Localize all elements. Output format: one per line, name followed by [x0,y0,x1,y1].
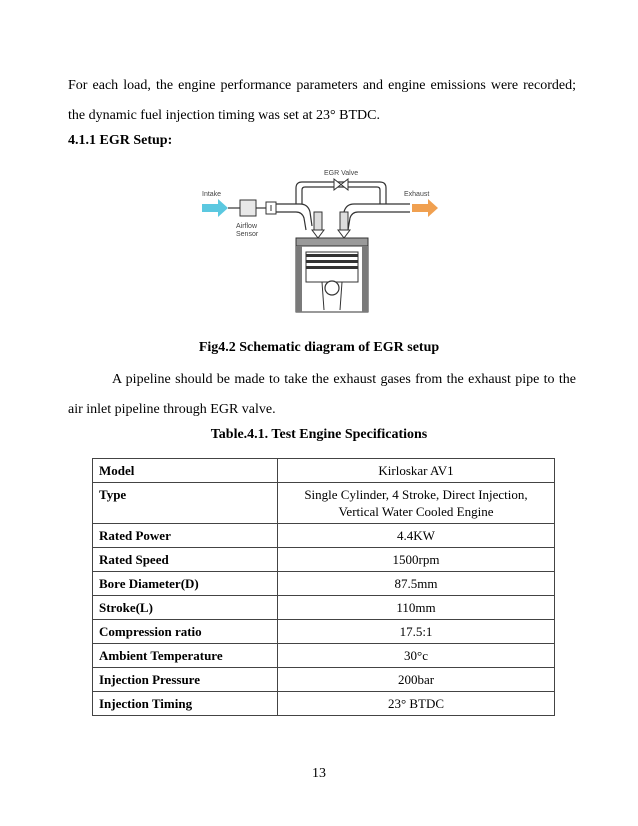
table-row [93,459,555,483]
egr-valve-icon [334,179,348,190]
table-row [93,620,555,644]
airflow-label-line1: Airflow [236,223,258,230]
exhaust-label: Exhaust [404,191,430,198]
spec-key: Injection Timing [93,692,278,716]
spec-key: Compression ratio [93,620,278,644]
table-row [93,548,555,572]
figure-caption: Fig4.2 Schematic diagram of EGR setup [198,340,440,355]
airflow-sensor-box [240,200,256,216]
spec-value: Kirloskar AV1 [278,459,555,483]
spec-key: Injection Pressure [93,668,278,692]
spec-value: 110mm [278,596,555,620]
table-row [93,483,555,524]
section-heading: 4.1.1 EGR Setup: [68,133,173,148]
egr-schematic-diagram [196,170,456,316]
spec-value: 17.5:1 [278,620,555,644]
spec-key: Model [93,459,278,483]
spec-value: 23° BTDC [278,692,555,716]
spec-key: Bore Diameter(D) [93,572,278,596]
engine-specs-table [92,458,555,716]
intro-paragraph: For each load, the engine performance parameters and engine emissions were recorded; the dynamic fuel injection timing was set at 23° BTDC. [68,78,576,123]
egr-valve-label: EGR Valve [324,170,359,177]
spec-key: Rated Speed [93,548,278,572]
spec-value: 30°c [278,644,555,668]
spec-value: 87.5mm [278,572,555,596]
table-title: Table.4.1. Test Engine Specifications [210,427,428,442]
spec-key: Type [93,483,278,524]
table-row [93,692,555,716]
table-row [93,524,555,548]
table-row [93,596,555,620]
table-row [93,572,555,596]
spec-value: 200bar [278,668,555,692]
intake-arrow-icon [202,199,228,217]
spec-value: 1500rpm [278,548,555,572]
table-row [93,668,555,692]
page-number: 13 [312,766,326,781]
cylinder-head [296,238,368,246]
spec-value: 4.4KW [278,524,555,548]
airflow-label-line2: Sensor [236,231,259,238]
spec-key: Rated Power [93,524,278,548]
exhaust-arrow-icon [412,199,438,217]
egr-paragraph: A pipeline should be made to take the exhaust gases from the exhaust pipe to the air inlet pipeline through EGR valve. [68,372,576,417]
table-row [93,644,555,668]
spec-key: Ambient Temperature [93,644,278,668]
spec-value: Single Cylinder, 4 Stroke, Direct Injection, Vertical Water Cooled Engine [278,483,555,524]
spec-key: Stroke(L) [93,596,278,620]
intake-label: Intake [202,191,222,198]
